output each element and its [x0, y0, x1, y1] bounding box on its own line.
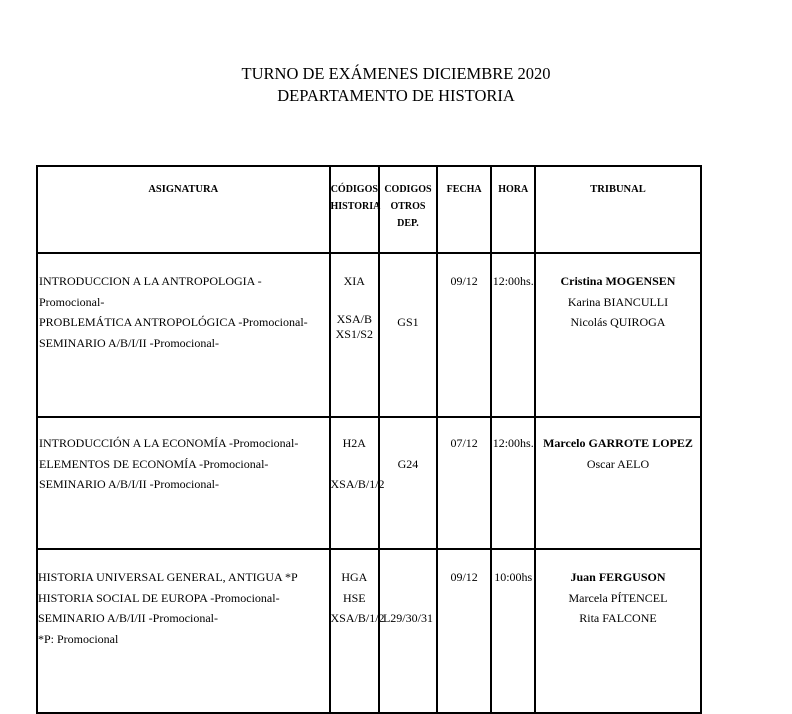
hora-cell [491, 549, 535, 713]
code: G24 [397, 457, 419, 471]
exam-time: 12:00hs. [492, 436, 534, 450]
code: HGA [341, 570, 368, 584]
tribunal-member: Karina BIANCULLI [567, 294, 669, 309]
codigos-otros-cell [379, 549, 437, 713]
code: H2A [342, 436, 366, 450]
fecha-cell [437, 417, 492, 549]
header-hora: HORA [491, 166, 535, 253]
tribunal-cell [535, 417, 701, 549]
header-fecha: FECHA [437, 166, 492, 253]
exam-date: 07/12 [450, 436, 478, 450]
exam-schedule-table [36, 165, 702, 714]
table-row [37, 417, 701, 549]
code [331, 292, 379, 313]
table-header-row [37, 166, 701, 253]
department-title: DEPARTAMENTO DE HISTORIA [277, 86, 515, 105]
code: L29/30/31 [382, 611, 433, 625]
asignatura-cell [37, 253, 330, 417]
table-row [37, 549, 701, 713]
codigos-historia-cell [330, 253, 380, 417]
subject-line: HISTORIA UNIVERSAL GENERAL, ANTIGUA *P [38, 570, 298, 584]
exam-date: 09/12 [450, 274, 478, 288]
hora-cell [491, 417, 535, 549]
subject-line: ELEMENTOS DE ECONOMÍA -Promocional- [39, 456, 269, 471]
code: XIA [343, 274, 365, 288]
subject-line: SEMINARIO A/B/I/II -Promocional- [39, 335, 219, 350]
tribunal-cell [535, 549, 701, 713]
codigos-historia-cell [330, 549, 385, 713]
header-codigos-otros: CODIGOS OTROS DEP. [379, 166, 437, 253]
exam-time: 10:00hs [494, 570, 533, 584]
header-tribunal: TRIBUNAL [535, 166, 701, 253]
tribunal-lead: Marcelo GARROTE LOPEZ [543, 436, 693, 450]
subject-line: INTRODUCCION A LA ANTROPOLOGIA - [39, 274, 262, 288]
codigos-otros-cell [379, 417, 437, 549]
header-asignatura: ASIGNATURA [37, 166, 330, 253]
subject-line: SEMINARIO A/B/I/II -Promocional- [39, 477, 219, 491]
fecha-cell [437, 549, 492, 713]
codigos-otros-cell [379, 253, 437, 417]
header-codigos-historia: CÓDIGOS HISTORIA [330, 166, 380, 253]
tribunal-member: Rita FALCONE [579, 611, 657, 625]
table-row [37, 253, 701, 417]
code: HSE [342, 590, 366, 605]
exam-date: 09/12 [450, 570, 478, 584]
codigos-historia-cell [330, 417, 385, 549]
tribunal-member: Oscar AELO [586, 456, 650, 471]
tribunal-member: Nicolás QUIROGA [570, 315, 666, 329]
asignatura-cell [37, 417, 330, 549]
exam-time: 12:00hs. [492, 274, 534, 288]
code: XSA/B [336, 312, 372, 326]
code: GS1 [397, 315, 419, 329]
subject-line: SEMINARIO A/B/I/II -Promocional- [38, 611, 218, 625]
code: XSA/B/1/2 [330, 477, 385, 491]
document-title: TURNO DE EXÁMENES DICIEMBRE 2020 [241, 64, 551, 83]
subject-line: *P: Promocional [38, 631, 119, 646]
tribunal-cell [535, 253, 701, 417]
subject-line: Promocional- [39, 294, 105, 309]
subject-line: PROBLEMÁTICA ANTROPOLÓGICA -Promocional- [39, 315, 308, 329]
subject-line: HISTORIA SOCIAL DE EUROPA -Promocional- [38, 590, 280, 605]
subject-line: INTRODUCCIÓN A LA ECONOMÍA -Promocional- [39, 436, 299, 450]
tribunal-lead: Juan FERGUSON [570, 570, 666, 584]
code [331, 454, 379, 475]
tribunal-lead: Cristina MOGENSEN [560, 274, 676, 288]
fecha-cell [437, 253, 492, 417]
hora-cell [491, 253, 535, 417]
asignatura-cell [37, 549, 330, 713]
tribunal-member: Marcela PÍTENCEL [568, 590, 668, 605]
code: XS1/S2 [335, 327, 373, 341]
code: XSA/B/1/2 [330, 611, 385, 625]
